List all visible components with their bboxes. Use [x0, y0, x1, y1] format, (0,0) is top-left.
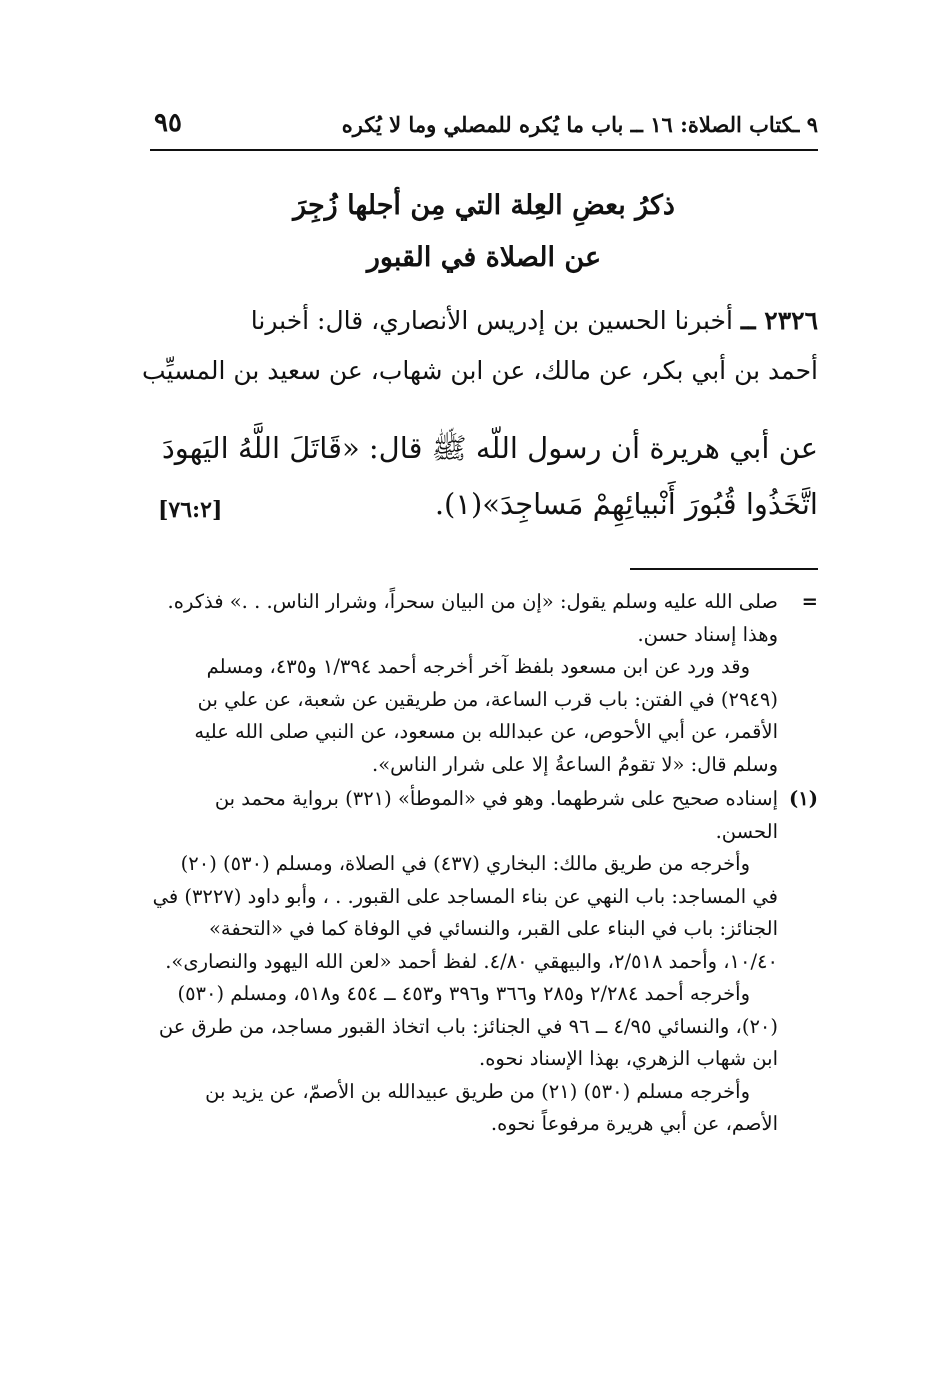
matn-line-2: اتَّخَذُوا قُبُورَ أَنْبيائِهِمْ مَساجِدَ»(١).: [434, 487, 818, 521]
hadith-reference: [٧٦:٢]: [158, 497, 223, 523]
footnote-paragraph: وقد ورد عن ابن مسعود بلفظ آخر أخرجه أحمد ١/٣٩٤ و٤٣٥، ومسلم (٢٩٤٩) في الفتن: باب قرب الساعة، من طريقين عن شعبة، عن علي بن الأقمر، عن أبي الأحوص، عن عبدالله بن مسعود، عن النبي صلى الله عليه وسلم قال: «لا تقومُ الساعةُ إلا على شرار الناس».: [194, 655, 778, 776]
footnote-paragraph: وأخرجه مسلم (٥٣٠) (٢١) من طريق عبيدالله بن الأصمّ، عن يزيد بن الأصم، عن أبي هريرة مرفوعاً نحوه.: [205, 1079, 778, 1135]
isnad-text-1: أخبرنا الحسين بن إدريس الأنصاري، قال: أخبرنا: [250, 306, 733, 335]
section-title-line-1: ذكرُ بعضِ العِلة التي مِن أجلها زُجِرَ: [293, 190, 675, 221]
footnote-1: [150, 783, 818, 1141]
footnote-paragraph: وأخرجه أحمد ٢/٢٨٤ و٢٨٥ و٣٦٦ و٣٩٦ و٤٥٣ ــ ٤٥٤ و٥١٨، ومسلم (٥٣٠) (٢٠)، والنسائي ٤/٩٥ ــ ٩٦ في الجنائز: باب اتخاذ القبور مساجد، من طرق عن ابن شهاب الزهري، بهذا الإسناد نحوه.: [158, 982, 778, 1070]
page-header: [150, 108, 818, 144]
matn-line-1: عن أبي هريرة أن رسول اللّه ﷺ قال: «قَاتَلَ اللَّهُ اليَهودَ: [161, 431, 818, 465]
hadith-matn: [150, 420, 818, 532]
footnote-paragraph: صلى الله عليه وسلم يقول: «إن من البيان سحراً، وشرار الناس. . .» فذكره. وهذا إسناد حسن.: [167, 590, 778, 646]
footnotes: [150, 586, 818, 1141]
footnote-separator: [630, 568, 818, 570]
footnote-marker: (١): [789, 787, 818, 810]
continuation-marker: =: [801, 590, 818, 613]
running-head: ٩ ـكتاب الصلاة: ١٦ ــ باب ما يُكره للمصلي وما لا يُكره: [341, 112, 818, 137]
header-rule: [150, 149, 818, 151]
footnote-paragraph: إسناده صحيح على شرطهما. وهو في «الموطأ» (٣٢١) برواية محمد بن الحسن.: [214, 787, 778, 843]
section-title-line-2: عن الصلاة في القبور: [366, 242, 602, 273]
isnad-line-1: [150, 296, 818, 346]
hadith-number: ٢٣٢٦ ــ: [740, 306, 818, 335]
isnad-line-2: أحمد بن أبي بكر، عن مالك، عن ابن شهاب، عن سعيد بن المسيِّب: [141, 356, 818, 385]
hadith-isnad: [141, 296, 818, 396]
section-title: [150, 180, 818, 284]
continued-footnote: [150, 586, 818, 781]
page-number: ٩٥: [154, 108, 182, 138]
footnote-paragraph: وأخرجه من طريق مالك: البخاري (٤٣٧) في الصلاة، ومسلم (٥٣٠) (٢٠) في المساجد: باب النهي عن بناء المساجد على القبور. . ، وأبو داود (٣٢٢٧) في الجنائز: باب في البناء على القبر، والنسائي في الوفاة كما في «التحفة» ١٠/٤٠، وأحمد ٢/٥١٨، والبيهقي ٤/٨٠. لفظ أحمد «لعن الله اليهود والنصارى».: [152, 852, 778, 973]
